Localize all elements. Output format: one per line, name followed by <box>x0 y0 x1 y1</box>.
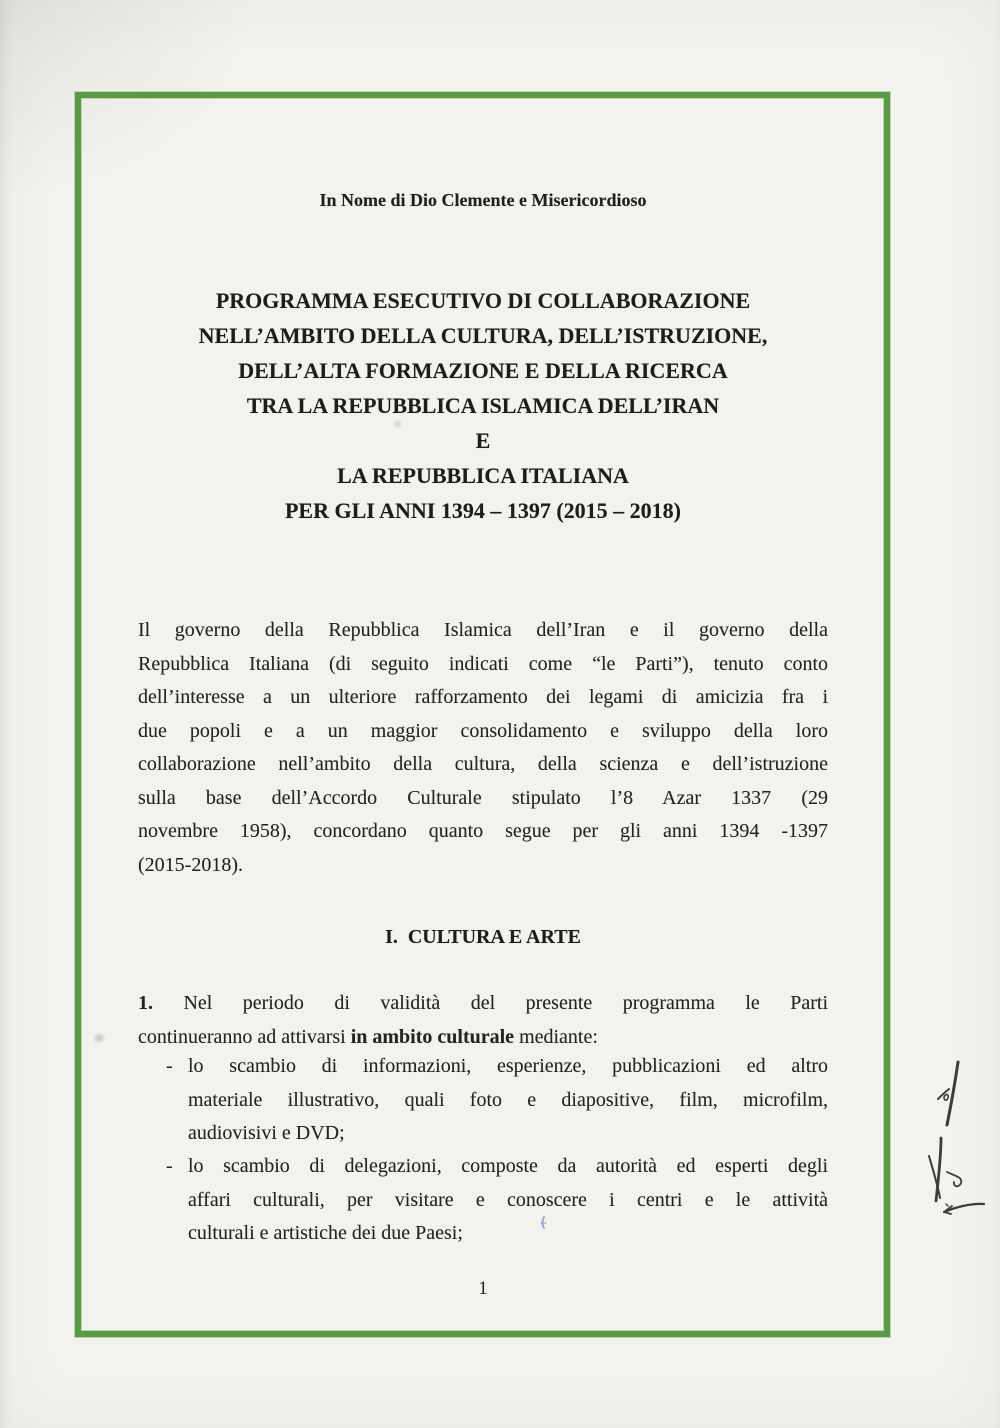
signature-mark-icon <box>915 1045 1000 1225</box>
list-item <box>138 1050 828 1151</box>
page-number: 1 <box>478 1278 488 1299</box>
dash-bullet: - <box>166 1055 173 1077</box>
text-line: audiovisivi e DVD; <box>188 1122 345 1144</box>
text-line: affari culturali, per visitare e conoscere i centri e le attività <box>188 1188 828 1211</box>
text-line: lo scambio di informazioni, esperienze, pubblicazioni ed altro <box>188 1055 828 1077</box>
pencil-smudge <box>92 1032 106 1044</box>
title-line: PROGRAMMA ESECUTIVO DI COLLABORAZIONE <box>215 288 751 313</box>
list-item <box>138 1150 828 1251</box>
text-line: novembre 1958), concordano quanto segue per gli anni 1394 -1397 <box>138 820 828 842</box>
title-line: DELL’ALTA FORMAZIONE E DELLA RICERCA <box>238 358 728 383</box>
document-title <box>120 283 846 528</box>
clause-text: Nel periodo di validità del presente programma le Parti <box>153 992 828 1014</box>
title-line: E <box>475 428 491 453</box>
title-line: TRA LA REPUBBLICA ISLAMICA DELL’IRAN <box>246 393 720 418</box>
text-line: Repubblica Italiana (di seguito indicati come “le Parti”), tenuto conto <box>138 652 828 675</box>
title-line: LA REPUBBLICA ITALIANA <box>337 463 629 488</box>
text-line: (2015-2018). <box>138 853 243 876</box>
text-line <box>138 1021 828 1055</box>
clause-bold-phrase: in ambito culturale <box>350 1025 515 1048</box>
dash-bullet: - <box>166 1155 173 1177</box>
text-line: materiale illustrativo, quali foto e diapositive, film, microfilm, <box>188 1088 828 1111</box>
intro-paragraph <box>138 614 828 882</box>
title-line: NELL’AMBITO DELLA CULTURA, DELL’ISTRUZIONE, <box>198 323 768 348</box>
text-line: Il governo della Repubblica Islamica dell’Iran e il governo della <box>138 619 828 641</box>
clause-number: 1. <box>138 992 153 1014</box>
text-line: due popoli e a un maggior consolidamento e sviluppo della loro <box>138 719 828 742</box>
blue-pen-tick-icon <box>538 1216 550 1230</box>
pencil-smudge <box>392 419 404 429</box>
clause-text: mediante: <box>514 1025 598 1048</box>
text-line: collaborazione nell’ambito della cultura, della scienza e dell’istruzione <box>138 753 828 775</box>
text-line: dell’interesse a un ulteriore rafforzamento dei legami di amicizia fra i <box>138 686 828 708</box>
section-heading-cultura-e-arte: I. CULTURA E ARTE <box>385 926 581 948</box>
text-line <box>138 987 828 1021</box>
title-line: PER GLI ANNI 1394 – 1397 (2015 – 2018) <box>284 498 681 523</box>
text-line: culturali e artistiche dei due Paesi; <box>188 1222 463 1244</box>
invocation-line: In Nome di Dio Clemente e Misericordioso <box>319 190 647 210</box>
text-line: sulla base dell’Accordo Culturale stipulato l’8 Azar 1337 (29 <box>138 786 828 809</box>
clause-text: continueranno ad attivarsi <box>138 1025 351 1048</box>
text-line: lo scambio di delegazioni, composte da autorità ed esperti degli <box>188 1155 828 1177</box>
clause-1-paragraph <box>138 987 828 1054</box>
